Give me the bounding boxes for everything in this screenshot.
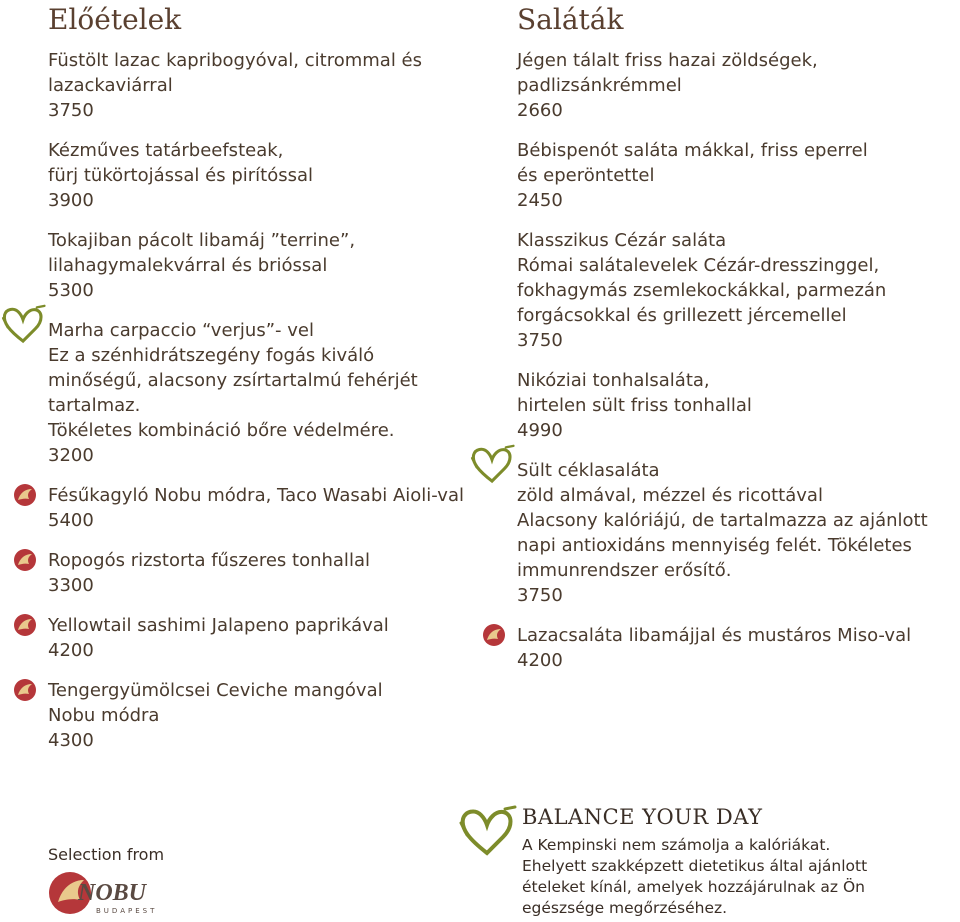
menu-item-line: Sült céklasaláta — [517, 460, 660, 481]
menu-item-line: Tengergyümölcsei Ceviche mangóval — [48, 680, 383, 701]
salads-list — [517, 48, 957, 673]
balance-text-line: egészsége megőrzéséhez. — [522, 899, 728, 917]
nobu-fish-icon — [13, 548, 37, 572]
menu-item-line: Tökéletes kombináció bőre védelmére. — [48, 420, 395, 441]
menu-item — [48, 548, 488, 598]
balance-text-line: ételeket kínál, amelyek hozzájárulnak az Ön — [522, 878, 865, 896]
menu-item — [48, 48, 488, 123]
menu-item-line: Fésűkagyló Nobu módra, Taco Wasabi Aioli-val — [48, 485, 464, 506]
salads-title: Saláták — [517, 3, 624, 36]
menu-item-price: 3750 — [517, 330, 563, 351]
menu-item-line: zöld almával, mézzel és ricottával — [517, 485, 823, 506]
balance-title: BALANCE YOUR DAY — [522, 805, 763, 829]
menu-item-price: 4200 — [48, 640, 94, 661]
menu-item-line: Lazacsaláta libamájjal és mustáros Miso-val — [517, 625, 912, 646]
menu-item-line: forgácsokkal és grillezett jércemellel — [517, 305, 847, 326]
menu-item-line: fürj tükörtojással és pirítóssal — [48, 165, 313, 186]
nobu-fish-icon — [13, 678, 37, 702]
menu-item — [517, 48, 957, 123]
nobu-logo-text: NOBU — [78, 880, 147, 906]
nobu-fish-icon — [482, 623, 506, 647]
nobu-selection — [48, 845, 178, 922]
salads-column — [517, 0, 957, 688]
menu-item-line: Bébispenót saláta mákkal, friss eperrel — [517, 140, 868, 161]
menu-item-line: fokhagymás zsemlekockákkal, parmezán — [517, 280, 887, 301]
balance-heart-icon — [469, 444, 515, 486]
menu-item-price: 5300 — [48, 280, 94, 301]
menu-item-line: Tokajiban pácolt libamáj ”terrine”, — [48, 230, 356, 251]
menu-item — [517, 368, 957, 443]
balance-heart-icon — [0, 304, 46, 346]
menu-item — [48, 138, 488, 213]
menu-item-price: 5400 — [48, 510, 94, 531]
menu-item-line: hirtelen sült friss tonhallal — [517, 395, 752, 416]
balance-text-line: A Kempinski nem számolja a kalóriákat. — [522, 836, 831, 854]
nobu-fish-icon — [13, 483, 37, 507]
balance-text — [522, 835, 942, 919]
menu-item — [517, 138, 957, 213]
nobu-logo-subtext: BUDAPEST — [96, 907, 158, 915]
menu-item — [48, 678, 488, 753]
menu-item-price: 3200 — [48, 445, 94, 466]
menu-item-price: 3750 — [517, 585, 563, 606]
menu-item — [48, 613, 488, 663]
menu-item — [48, 228, 488, 303]
menu-item-price: 4300 — [48, 730, 94, 751]
menu-item — [517, 623, 957, 673]
menu-item-line: Klasszikus Cézár saláta — [517, 230, 727, 251]
menu-item-line: lilahagymalekvárral és brióssal — [48, 255, 328, 276]
appetizers-list — [48, 48, 488, 753]
menu-item-line: Jégen tálalt friss hazai zöldségek, — [517, 50, 818, 71]
menu-item-line: Ropogós rizstorta fűszeres tonhallal — [48, 550, 370, 571]
selection-label: Selection from — [48, 845, 165, 864]
appetizers-column — [48, 0, 488, 768]
menu-item-price: 2450 — [517, 190, 563, 211]
menu-item-line: Nobu módra — [48, 705, 160, 726]
menu-item-price: 4990 — [517, 420, 563, 441]
menu-item-line: lazackaviárral — [48, 75, 173, 96]
menu-item-line: Yellowtail sashimi Jalapeno paprikával — [48, 615, 389, 636]
menu-item — [517, 458, 957, 608]
balance-heart-icon — [457, 805, 517, 859]
menu-item — [517, 228, 957, 353]
menu-item-line: immunrendszer erősítő. — [517, 560, 732, 581]
menu-item-line: Római salátalevelek Cézár-dresszinggel, — [517, 255, 880, 276]
menu-item — [48, 483, 488, 533]
balance-text-line: Ehelyett szakképzett dietetikus által ajánlott — [522, 857, 868, 875]
menu-item-price: 2660 — [517, 100, 563, 121]
menu-item-price: 3900 — [48, 190, 94, 211]
menu-item-line: tartalmaz. — [48, 395, 141, 416]
menu-item-price: 4200 — [517, 650, 563, 671]
menu-item-line: Kézműves tatárbeefsteak, — [48, 140, 284, 161]
menu-item — [48, 318, 488, 468]
menu-item-price: 3750 — [48, 100, 94, 121]
menu-item-line: napi antioxidáns mennyiség felét. Tökéletes — [517, 535, 912, 556]
appetizers-title: Előételek — [48, 3, 182, 36]
menu-item-line: Nikóziai tonhalsaláta, — [517, 370, 710, 391]
nobu-logo — [48, 868, 178, 918]
menu-item-line: minőségű, alacsony zsírtartalmú fehérjét — [48, 370, 418, 391]
menu-item-line: Füstölt lazac kapribogyóval, citrommal és — [48, 50, 423, 71]
nobu-fish-icon — [13, 613, 37, 637]
menu-item-line: Ez a szénhidrátszegény fogás kiváló — [48, 345, 375, 366]
menu-item-line: Marha carpaccio “verjus”- vel — [48, 320, 314, 341]
menu-item-line: Alacsony kalóriájú, de tartalmazza az ajánlott — [517, 510, 928, 531]
menu-item-line: és eperöntettel — [517, 165, 655, 186]
menu-item-line: padlizsánkrémmel — [517, 75, 682, 96]
menu-item-price: 3300 — [48, 575, 94, 596]
